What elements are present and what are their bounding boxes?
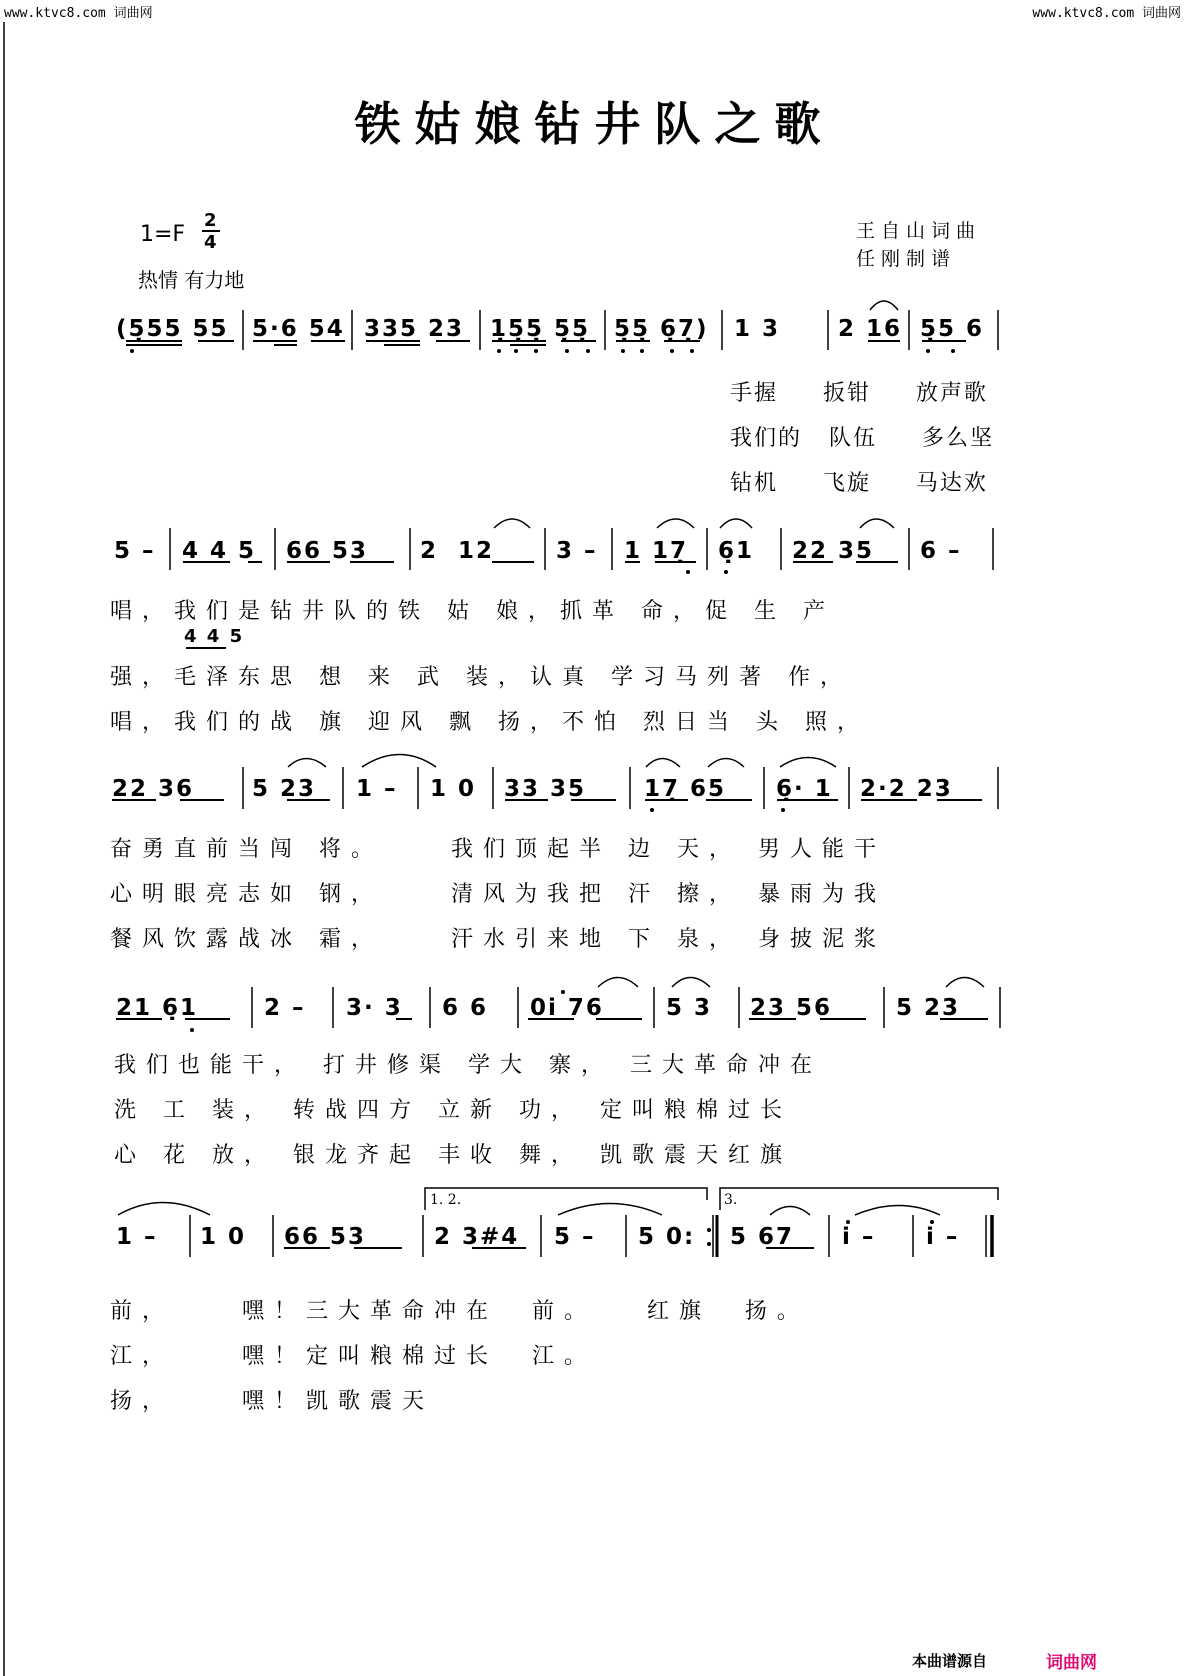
measure: 1 – (356, 776, 398, 802)
credit-notation: 任刚制谱 (856, 248, 957, 270)
lyric-line: 餐风饮露战冰 霜， 汗水引来地 下 泉， 身披泥浆 (110, 927, 886, 952)
measure: 6 – (920, 538, 962, 564)
measure: 1 3 (734, 316, 781, 342)
measure: 2·2 23 (860, 776, 953, 802)
measure: i – (926, 1224, 960, 1250)
measure: 66 53 (284, 1224, 367, 1250)
lyric-line: 我们的 队伍 多么坚 (730, 426, 994, 451)
measure: 66 53 (286, 538, 369, 564)
measure: 2 3#4 (434, 1224, 520, 1250)
time-signature-bottom: 4 (204, 232, 217, 253)
lyric-line: 强，毛泽东思 想 来 武 装，认真 学习马列著 作， (110, 665, 852, 690)
header-site-left[interactable]: www.ktvc8.com 词曲网 (4, 6, 153, 21)
measure: 3 – (556, 538, 598, 564)
measure: 21 6̣1 (116, 995, 199, 1021)
lyric-line: 钻机 飞旋 马达欢 (730, 471, 988, 496)
footer-logo[interactable]: 词曲网 (1046, 1653, 1097, 1673)
lyric-line: 奋勇直前当闯 将。 我们顶起半 边 天， 男人能干 (110, 837, 886, 862)
measure: 2 16 (838, 316, 903, 342)
lyric-line: 扬， 嘿！凯歌震天 (110, 1389, 434, 1414)
measure: 5 23 (896, 995, 961, 1021)
credit-lyrics-music: 王自山词曲 (856, 220, 982, 242)
measure: 1 17̣ (624, 538, 689, 564)
measure: 33 35 (504, 776, 587, 802)
measure: 1 0 (200, 1224, 247, 1250)
measure: 23 56 (750, 995, 833, 1021)
key-signature: 1=F (140, 222, 186, 247)
lyric-line: 江， 嘿！定叫粮棉过长 江。 (110, 1344, 596, 1369)
measure: 6 6 (442, 995, 489, 1021)
lyric-line: 唱，我们的战 旗 迎风 飘 扬，不怕 烈日当 头 照， (110, 710, 869, 735)
time-signature-top: 2 (204, 210, 217, 231)
measure: (5̣55 55 (116, 316, 229, 342)
measure: 6̣· 1 (776, 776, 833, 802)
measure: 335 23 (364, 316, 465, 342)
measure: 1 – (116, 1224, 158, 1250)
measure: 5 23 (252, 776, 317, 802)
measure: 17̣ 65 (644, 776, 727, 802)
lyric-line: 唱，我们是钻井队的铁 姑 娘，抓革 命，促 生 产 (110, 599, 835, 624)
volta-1-2: 1. 2. (430, 1192, 462, 1208)
measure: 22 36 (112, 776, 195, 802)
tempo-marking: 热情 有力地 (138, 268, 245, 292)
lyric-line: 心明眼亮志如 钢， 清风为我把 汗 擦， 暴雨为我 (110, 882, 886, 907)
lyric-line: 心 花 放， 银龙齐起 丰收 舞， 凯歌震天红旗 (114, 1143, 792, 1168)
measure: i – (842, 1224, 876, 1250)
header-site-right[interactable]: www.ktvc8.com 词曲网 (1032, 6, 1181, 21)
measure: 5 3 (666, 995, 713, 1021)
lyric-line: 我们也能干， 打井修渠 学大 寨， 三大革命冲在 (114, 1053, 822, 1078)
measure: 3· 3 (346, 995, 403, 1021)
measure: 2 – (264, 995, 306, 1021)
lyric-line: 前， 嘿！三大革命冲在 前。 红旗 扬。 (110, 1299, 809, 1324)
volta-3: 3. (724, 1192, 738, 1208)
measure: 5̣5 6 (920, 316, 985, 342)
measure: 5 67 (730, 1224, 795, 1250)
song-title: 铁姑娘钻井队之歌 (354, 97, 835, 151)
lyric-line: 手握 扳钳 放声歌 (730, 381, 988, 406)
measure: 5 0: (638, 1224, 696, 1250)
variant-notes: 4 4 5 (184, 626, 245, 647)
measure: 5 – (554, 1224, 596, 1250)
measure: 2 12 (420, 538, 495, 564)
measure: 5 – (114, 538, 156, 564)
measure: 1̣5̣5̣ 5̣5̣ (490, 316, 591, 342)
measure: 5·6 54 (252, 316, 345, 342)
measure: 4 4 5 (182, 538, 257, 564)
measure: 22 35 (792, 538, 875, 564)
footer-source: 本曲谱源自 (912, 1652, 988, 1670)
measure: 5̣5̣ 6̣7̣) (614, 316, 709, 342)
measure: 1 0 (430, 776, 477, 802)
measure: 0i 76 (530, 995, 604, 1021)
lyric-line: 洗 工 装， 转战四方 立新 功， 定叫粮棉过长 (114, 1098, 792, 1123)
measure: 6̣1 (718, 538, 755, 564)
